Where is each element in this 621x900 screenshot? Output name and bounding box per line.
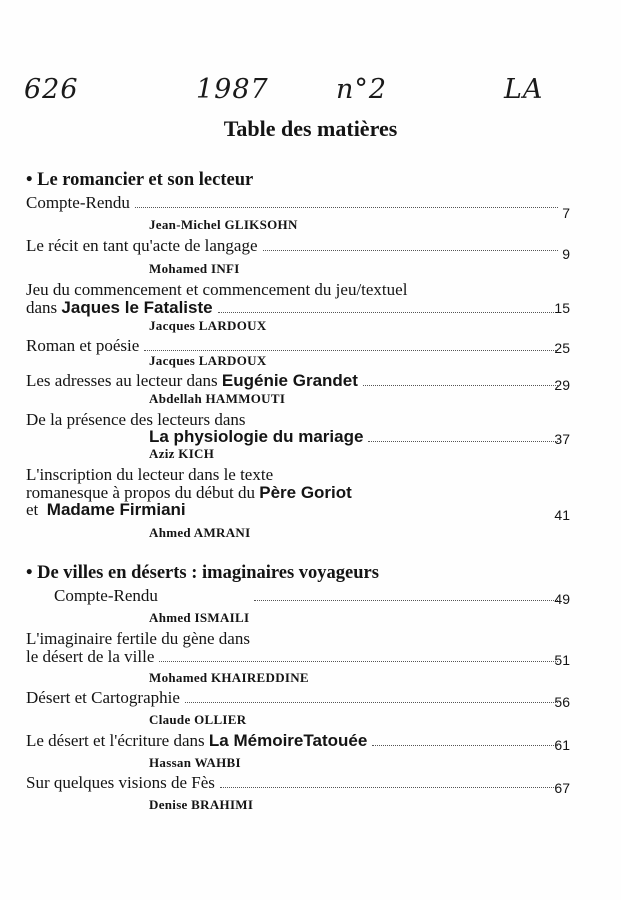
- page-number: 37: [554, 431, 570, 447]
- entry-title: Compte-Rendu: [54, 586, 158, 605]
- page-number: 61: [554, 737, 570, 753]
- dot-leader: [363, 371, 558, 386]
- toc-entry[interactable]: [26, 236, 563, 258]
- section-heading-2: [26, 563, 379, 584]
- toc-entry[interactable]: [26, 773, 563, 795]
- page-number: 7: [562, 205, 570, 221]
- page-number: 51: [554, 652, 570, 668]
- dot-leader: [368, 427, 558, 442]
- author-name: Aziz KICH: [149, 446, 215, 461]
- toc-entry[interactable]: [26, 688, 563, 710]
- toc-entry[interactable]: [26, 371, 563, 393]
- bullet: •: [26, 170, 33, 190]
- handwritten-code: LA: [504, 74, 544, 105]
- toc-entry[interactable]: [54, 586, 563, 608]
- work-title: Madame Firmiani: [46, 500, 186, 519]
- work-title: Jaques le Fataliste: [61, 298, 213, 317]
- page-title: Table des matières: [223, 116, 398, 141]
- entry-title: Jeu du commencement et commencement du jeu/textuel: [26, 280, 408, 299]
- dot-leader: [218, 298, 558, 313]
- entry-title: L'imaginaire fertile du gène dans: [26, 629, 250, 648]
- entry-title-prefix: Le désert et l'écriture dans: [26, 731, 205, 750]
- section-heading-1: [26, 170, 253, 191]
- entry-title: Roman et poésie: [26, 336, 140, 355]
- dot-leader: [254, 586, 558, 601]
- entry-title: Compte-Rendu: [26, 193, 130, 212]
- author-name: Jean-Michel GLIKSOHN: [149, 217, 298, 232]
- handwritten-year: 1987: [196, 74, 269, 105]
- bullet: •: [26, 563, 33, 583]
- entry-title: De la présence des lecteurs dans: [26, 410, 246, 429]
- toc-entry[interactable]: [26, 298, 563, 320]
- author-name: Ahmed ISMAILI: [149, 610, 250, 625]
- author-name: Jacques LARDOUX: [149, 318, 267, 333]
- entry-title-prefix: romanesque à propos du début du: [26, 483, 255, 502]
- entry-title-prefix: et: [26, 500, 39, 519]
- section-title: Le romancier et son lecteur: [37, 170, 254, 190]
- author-name: Denise BRAHIMI: [149, 797, 254, 812]
- dot-leader: [263, 236, 559, 251]
- entry-title: Sur quelques visions de Fès: [26, 773, 215, 792]
- entry-title: Le récit en tant qu'acte de langage: [26, 236, 258, 255]
- author-name: Abdellah HAMMOUTI: [149, 391, 286, 406]
- author-name: Mohamed KHAIREDDINE: [149, 670, 309, 685]
- author-name: Jacques LARDOUX: [149, 353, 267, 368]
- author-name: Claude OLLIER: [149, 712, 247, 727]
- dot-leader: [135, 193, 558, 208]
- entry-title-prefix: dans: [26, 298, 58, 317]
- entry-title: le désert de la ville: [26, 647, 155, 666]
- work-title: La physiologie du mariage: [149, 427, 364, 446]
- author-name: Mohamed INFI: [149, 261, 240, 276]
- author-name: Ahmed AMRANI: [149, 525, 251, 540]
- author-name: Hassan WAHBI: [149, 755, 241, 770]
- work-title: La MémoireTatouée: [208, 731, 368, 750]
- handwritten-number: 626: [24, 74, 79, 105]
- toc-entry[interactable]: [26, 336, 563, 358]
- dot-leader: [372, 731, 558, 746]
- toc-entry[interactable]: [26, 731, 563, 753]
- toc-entry[interactable]: [26, 193, 563, 215]
- page-number: 29: [554, 377, 570, 393]
- section-title: De villes en déserts : imaginaires voyageurs: [37, 563, 379, 583]
- dot-leader: [144, 336, 558, 351]
- work-title: Père Goriot: [259, 483, 352, 502]
- page-number: 49: [554, 591, 570, 607]
- entry-title-line: [26, 500, 186, 520]
- entry-title: L'inscription du lecteur dans le texte: [26, 465, 274, 484]
- page-number: 41: [554, 507, 570, 523]
- entry-title: Désert et Cartographie: [26, 688, 180, 707]
- page-number: 56: [554, 694, 570, 710]
- dot-leader: [159, 647, 558, 662]
- work-title: Eugénie Grandet: [221, 371, 358, 390]
- page-number: 9: [562, 246, 570, 262]
- dot-leader: [185, 688, 558, 703]
- dot-leader: [220, 773, 558, 788]
- page-number: 67: [554, 780, 570, 796]
- page-number: 25: [554, 340, 570, 356]
- handwritten-issue: n°2: [336, 74, 388, 105]
- entry-title-prefix: Les adresses au lecteur dans: [26, 371, 218, 390]
- toc-entry[interactable]: [26, 647, 563, 669]
- page-number: 15: [554, 300, 570, 316]
